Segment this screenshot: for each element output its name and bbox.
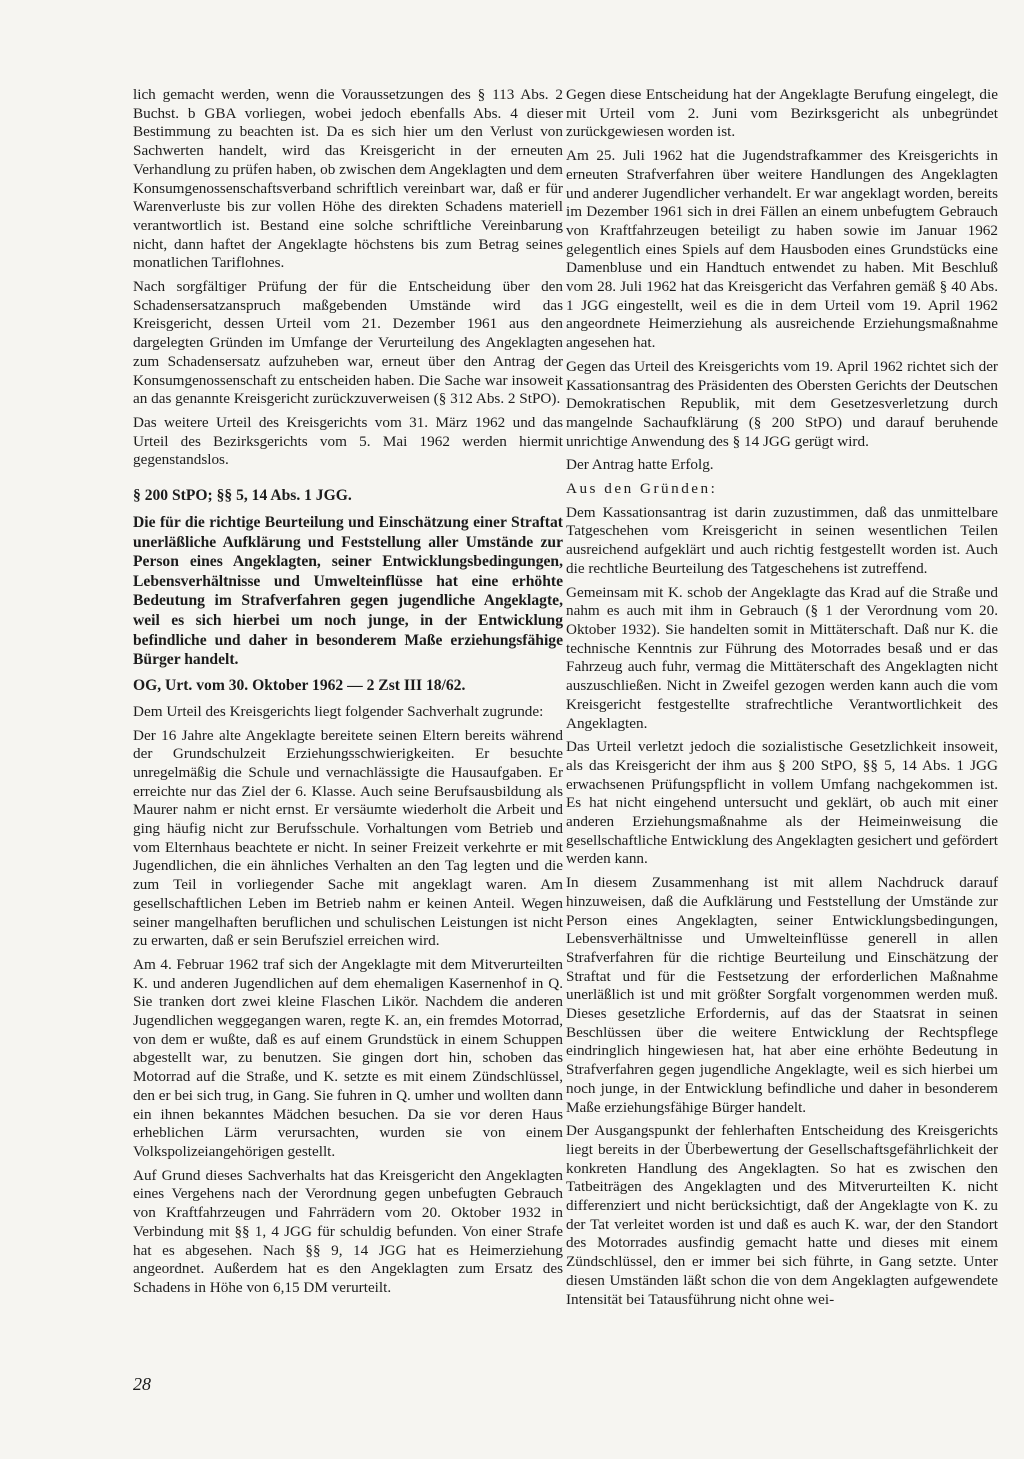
paragraph: Das weitere Urteil des Kreisgerichts vom 31. März 1962 und das Urteil des Bezirksgerichts vom 5. Mai 1962 werden hiermit gegenstandslos. [133, 413, 563, 469]
paragraph: Am 25. Juli 1962 hat die Jugendstrafkammer des Kreisgerichts in erneuten Strafverfahren über weitere Handlungen des Angeklagten und anderer Jugendlicher verhandelt. Er war angeklagt worden, bereits im Dezember 1961 sich in drei Fällen an einem unbefugtem Gebrauch von Kraftfahrzeugen beteiligt zu haben sowie im Januar 1962 gelegentlich eines Spiels auf dem Hausboden eines Grundstücks eine Damenbluse und ein Handtuch entwendet zu haben. Mit Beschluß vom 28. Juli 1962 hat das Kreisgericht das Verfahren gemäß § 40 Abs. 1 JGG eingestellt, weil es die in dem Urteil vom 19. April 1962 angeordnete Heimerziehung als ausreichende Erziehungsmaßnahme angesehen hat. [566, 147, 998, 352]
paragraph: Nach sorgfältiger Prüfung der für die Entscheidung über den Schadensersatzanspruch maßgebenden Umstände wird das Kreisgericht, dessen Urteil vom 21. Dezember 1961 aus den dargelegten Gründen im Umfange der Verurteilung des Angeklagten zum Schadensersatz aufzuheben war, erneut über den Antrag der Konsumgenossenschaft zu entscheiden haben. Die Sache war insoweit an das genannte Kreisgericht zurückzuverweisen (§ 312 Abs. 2 StPO). [133, 278, 563, 408]
decision-citation: OG, Urt. vom 30. Oktober 1962 — 2 Zst III 18/62. [133, 676, 466, 694]
paragraph: Der Ausgangspunkt der fehlerhaften Entscheidung des Kreisgerichts liegt bereits in der Überbewertung der Gesellschaftsgefährlichkeit der konkreten Handlung des Angeklagten. So hat es zwischen den Tatbeiträgen des Angeklagten und des Mitverurteilten K. nicht differenziert und nicht berücksichtigt, daß der Angeklagte von K. zu der Tat verleitet worden ist und daß es auch K. war, der den Standort des Motorrades ausfindig gemacht hatte und dieses mit einem Zündschlüssel, den er immer bei sich führte, in Gang setzte. Unter diesen Umständen läßt schon die von dem Angeklagten aufgewendete Intensität bei Tatausführung nicht ohne wei- [566, 1122, 998, 1308]
paragraph: Am 4. Februar 1962 traf sich der Angeklagte mit dem Mitverurteilten K. und anderen Jugendlichen auf dem ehemaligen Kasernenhof in Q. Sie tranken dort zwei kleine Flaschen Likör. Nachdem die anderen Jugendlichen weggegangen waren, regte K. an, ein fremdes Motorrad, von dem er wußte, daß es auf einem Grundstück in einem Schuppen abgestellt war, zu benutzen. Sie gingen dort hin, schoben das Motorrad auf die Straße, und K. setzte es mit einem Zündschlüssel, den er bei sich trug, in Gang. Sie fuhren in Q. umher und wollten dann ein ihnen bekanntes Mädchen besuchen. Da sie vor deren Haus erheblichen Lärm verursachten, wurden sie von einem Volkspolizeiangehörigen gestellt. [133, 955, 563, 1160]
paragraph: Gegen das Urteil des Kreisgerichts vom 19. April 1962 richtet sich der Kassationsantrag des Präsidenten des Obersten Gerichts der Deutschen Demokratischen Republik, mit dem Gesetzesverletzung durch mangelnde Sachaufklärung (§ 200 StPO) und darauf beruhende unrichtige Anwendung des § 14 JGG gerügt wird. [566, 357, 998, 450]
paragraph: Dem Urteil des Kreisgerichts liegt folgender Sachverhalt zugrunde: [133, 702, 544, 720]
paragraph: lich gemacht werden, wenn die Voraussetzungen des § 113 Abs. 2 Buchst. b GBA vorliegen, wobei jedoch ebenfalls Abs. 4 dieser Bestimmung zu beachten ist. Da es sich hier um den Verlust von Sachwerten handelt, wird das Kreisgericht in der erneuten Verhandlung zu prüfen haben, ob zwischen dem Angeklagten und dem Konsumgenossenschaftsverband schriftlich vereinbart war, daß er für Warenverluste bis zur vollen Höhe des direkten Schadens materiell verantwortlich ist. Bestand eine solche schriftliche Vereinbarung nicht, dann haftet der Angeklagte höchstens bis zum Betrag seines monatlichen Tariflohnes. [133, 86, 563, 272]
paragraph: Gemeinsam mit K. schob der Angeklagte das Krad auf die Straße und nahm es auch mit ihm in Gebrauch (§ 1 der Verordnung vom 20. Oktober 1932). Sie handelten somit in Mittäterschaft. Daß nur K. die technische Kenntnis zur Führung des Motorrades besaß und er das Fahrzeug auch fuhr, vermag die Mittäterschaft des Angeklagten nicht auszuschließen. Nicht in Zweifel gezogen werden kann auch die vom Kreisgericht festgestellte strafrechtliche Verantwortlichkeit des Angeklagten. [566, 583, 998, 732]
headnote: Die für die richtige Beurteilung und Einschätzung einer Straftat unerläßliche Aufklärung und Feststellung aller Umstände zur Person eines Angeklagten, seiner Entwicklungsbedingungen, Lebensverhältnisse und Umwelteinflüsse hat eine erhöhte Bedeutung im Strafverfahren gegen jugendliche Angeklagte, weil es sich hierbei um noch junge, in der Entwicklung befindliche und daher in besonderem Maße erziehungsfähige Bürger handelt. [133, 514, 563, 669]
paragraph: Das Urteil verletzt jedoch die sozialistische Gesetzlichkeit insoweit, als das Kreisgericht der ihm aus § 200 StPO, §§ 5, 14 Abs. 1 JGG erwachsenen Prüfungspflicht in vollem Umfang nachgekommen ist. Es hat nicht eingehend untersucht und geklärt, ob auch mit einer anderen Erziehungsmaßnahme als der Heimeinweisung die gesellschaftliche Entwicklung des Angeklagten gesichert und gefördert werden kann. [566, 738, 998, 868]
page-number: 28 [133, 1374, 151, 1394]
reasons-heading: Aus den Gründen: [566, 480, 718, 498]
paragraph: Der 16 Jahre alte Angeklagte bereitete seinen Eltern bereits während der Grundschulzeit Erziehungsschwierigkeiten. Er besuchte unregelmäßig die Schule und vernachlässigte die Hausaufgaben. Er erreichte nur das Ziel der 6. Klasse. Auch seine Berufsausbildung als Maurer nahm er nicht ernst. Er versäumte wiederholt die Arbeit und ging häufig nicht zur Berufsschule. Vorhaltungen vom Betrieb und vom Elternhaus beachtete er nicht. In seiner Freizeit verkehrte er mit Jugendlichen, die ein ähnliches Verhalten an den Tag legten und die zum Teil in vorliegender Sache mit angeklagt waren. Am gesellschaftlichen Leben im Betrieb nahm er keinen Anteil. Wegen seiner mangelhaften beruflichen und schulischen Leistungen ist nicht zu erwarten, daß er sein Berufsziel erreichen wird. [133, 726, 563, 950]
right-column [566, 86, 998, 1314]
statute-reference: § 200 StPO; §§ 5, 14 Abs. 1 JGG. [133, 487, 352, 505]
left-column [133, 86, 563, 1303]
paragraph: Dem Kassationsantrag ist darin zuzustimmen, daß das unmittelbare Tatgeschehen vom Kreisgericht in seinen wesentlichen Teilen ausreichend aufgeklärt und auch richtig festgestellt worden ist. Auch die rechtliche Beurteilung des Tatgeschehens ist zutreffend. [566, 503, 998, 577]
paragraph: Gegen diese Entscheidung hat der Angeklagte Berufung eingelegt, die mit Urteil vom 2. Juni vom Bezirksgericht als unbegründet zurückgewiesen worden ist. [566, 86, 998, 141]
paragraph: Auf Grund dieses Sachverhalts hat das Kreisgericht den Angeklagten eines Vergehens nach der Verordnung gegen unbefugten Gebrauch von Kraftfahrzeugen und Fahrrädern vom 20. Oktober 1932 in Verbindung mit §§ 1, 4 JGG für schuldig befunden. Von einer Strafe hat es abgesehen. Nach §§ 9, 14 JGG hat es Heimerziehung angeordnet. Außerdem hat es den Angeklagten zum Ersatz des Schadens in Höhe von 6,15 DM verurteilt. [133, 1166, 563, 1296]
paragraph: In diesem Zusammenhang ist mit allem Nachdruck darauf hinzuweisen, daß die Aufklärung und Feststellung der Umstände zur Person eines Angeklagten, seiner Entwicklungsbedingungen, Lebensverhältnisse und Umwelteinflüsse generell in allen Strafverfahren für die richtige Beurteilung und Einschätzung der Straftat und für die Festsetzung der erforderlichen Maßnahme unerläßlich ist und mit größter Sorgfalt vorgenommen werden muß. Dieses gesetzliche Erfordernis, auf das der Staatsrat in seinen Beschlüssen über die weitere Entwicklung der Rechtspflege eindringlich hingewiesen hat, hat aber eine erhöhte Bedeutung in Strafverfahren gegen jugendliche Angeklagte, weil es sich hierbei um noch junge, in der Entwicklung befindliche und daher in besonderem Maße erziehungsfähige Bürger handelt. [566, 874, 998, 1116]
paragraph: Der Antrag hatte Erfolg. [566, 456, 714, 474]
